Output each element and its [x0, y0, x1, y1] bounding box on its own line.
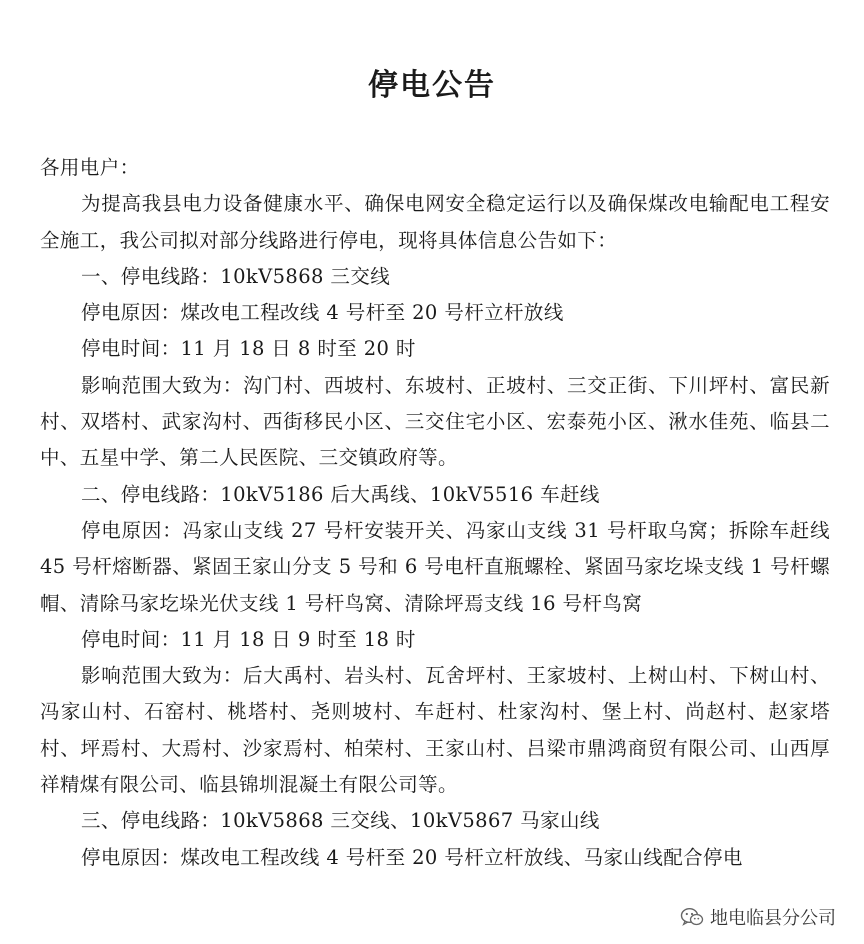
section-3-line: 三、停电线路：10kV5868 三交线、10kV5867 马家山线 — [81, 809, 600, 833]
salutation: 各用电户： — [40, 156, 140, 179]
section-2-line: 二、停电线路：10kV5186 后大禹线、10kV5516 车赶线 — [81, 482, 600, 506]
section-1-scope: 影响范围大致为：沟门村、西坡村、东坡村、正坡村、三交正街、下川坪村、富民新村、双塔村、武家沟村、西街移民小区、三交住宅小区、宏泰苑小区、湫水佳苑、临县二中、五星中学、第二人民医院、三交镇政府等。 — [40, 373, 830, 470]
section-2-scope: 影响范围大致为：后大禹村、岩头村、瓦舍坪村、王家坡村、上树山村、下树山村、冯家山村、石窑村、桃塔村、尧则坡村、车赶村、杜家沟村、堡上村、尚赵村、赵家塔村、坪焉村、大焉村、沙家焉村、柏荣村、王家山村、吕梁市鼎鸿商贸有限公司、山西厚祥精煤有限公司、临县锦圳混凝土有限公司等。 — [40, 664, 830, 797]
notice-body — [40, 150, 830, 876]
section-2-reason: 停电原因：冯家山支线 27 号杆安装开关、冯家山支线 31 号杆取乌窝；拆除车赶线 45 号杆熔断器、紧固王家山分支 5 号和 6 号电杆直瓶螺栓、紧固马家圪垛支线 1 号杆螺帽、清除马家圪垛光伏支线 1 号杆鸟窝、清除坪焉支线 16 号杆鸟窝 — [40, 518, 830, 615]
section-3-reason: 停电原因：煤改电工程改线 4 号杆至 20 号杆立杆放线、马家山线配合停电 — [81, 845, 743, 869]
watermark-text: 地电临县分公司 — [710, 908, 836, 929]
watermark — [680, 904, 836, 930]
page-title: 停电公告 — [368, 68, 496, 103]
intro-paragraph: 为提高我县电力设备健康水平、确保电网安全稳定运行以及确保煤改电输配电工程安全施工，我公司拟对部分线路进行停电，现将具体信息公告如下： — [40, 192, 830, 252]
section-1-reason: 停电原因：煤改电工程改线 4 号杆至 20 号杆立杆放线 — [81, 301, 564, 325]
section-1-time: 停电时间：11 月 18 日 8 时至 20 时 — [81, 337, 416, 361]
section-1-line: 一、停电线路：10kV5868 三交线 — [81, 264, 391, 288]
section-2-time: 停电时间：11 月 18 日 9 时至 18 时 — [81, 627, 416, 651]
wechat-icon — [680, 907, 704, 927]
